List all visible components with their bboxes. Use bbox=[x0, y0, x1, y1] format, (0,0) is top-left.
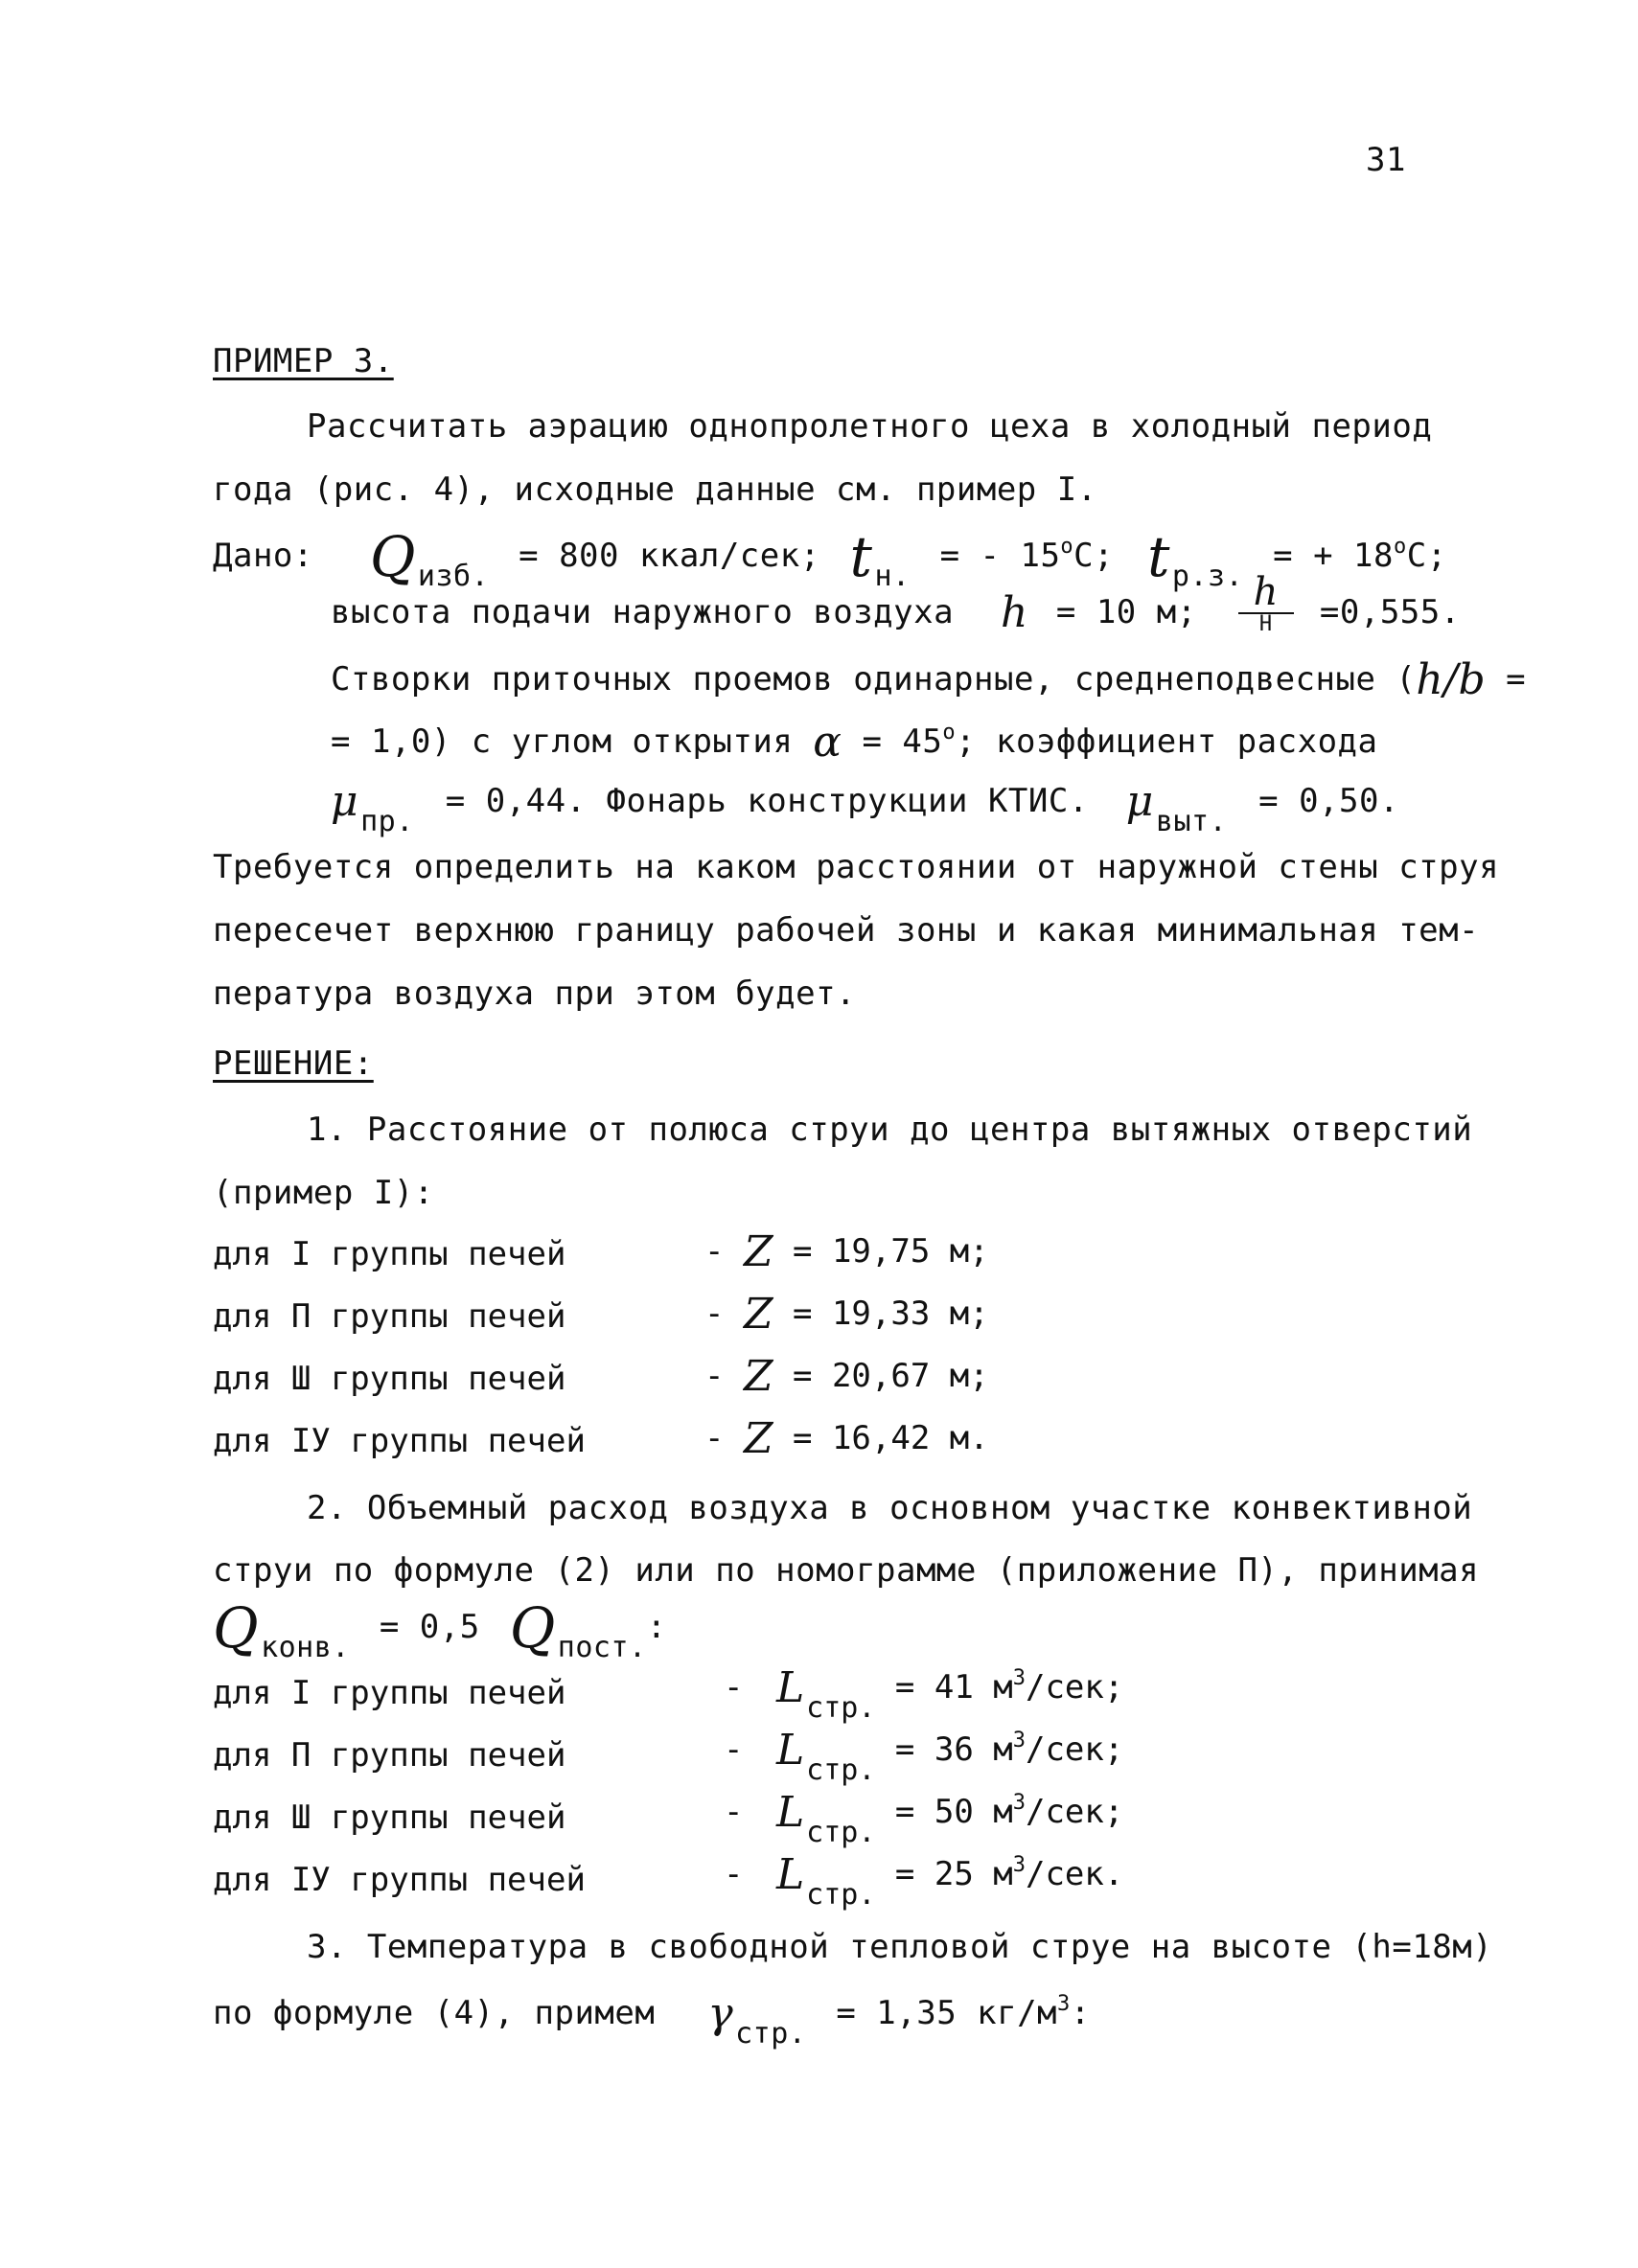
sash-text: Створки приточных проемов одинарные, среднеподвесные ( bbox=[331, 660, 1417, 699]
step1-row bbox=[213, 1235, 566, 1273]
cube-sup: 3 bbox=[1012, 1791, 1026, 1815]
step1-line-1: 1. Расстояние от полюса струи до центра вытяжных отверстий bbox=[307, 1111, 1473, 1149]
gamma-value: = 1,35 кг/м bbox=[836, 1994, 1058, 2032]
step3-line-1: 3. Температура в свободной тепловой струе на высоте (h=18м) bbox=[307, 1928, 1493, 1966]
mu-pr-subscript: пр. bbox=[360, 805, 414, 838]
sash-equals: = bbox=[1486, 660, 1527, 699]
cube-sup: 3 bbox=[1057, 1992, 1071, 2016]
fraction-value: =0,555. bbox=[1319, 593, 1461, 631]
row-unit: /сек; bbox=[1025, 1730, 1124, 1769]
sash-line-2b: = 45 bbox=[842, 722, 943, 761]
row-label: для Ш группы печей bbox=[213, 1360, 566, 1398]
tn-unit: С; bbox=[1073, 537, 1115, 575]
trz-unit: С; bbox=[1406, 537, 1447, 575]
q-end: : bbox=[646, 1608, 667, 1646]
q-subscript: изб. bbox=[417, 560, 490, 593]
step1-row-value: - Z = 19,33 м; bbox=[704, 1290, 989, 1339]
degree-sign: о bbox=[1060, 535, 1074, 559]
step1-row bbox=[213, 1297, 566, 1336]
q-konv-line bbox=[213, 1595, 667, 1664]
solution-heading: РЕШЕНИЕ: bbox=[213, 1044, 374, 1083]
row-value: = 19,33 м; bbox=[793, 1294, 989, 1333]
mu-pr-value: = 0,44. Фонарь конструкции КТИС. bbox=[445, 782, 1089, 820]
tn-subscript: н. bbox=[874, 560, 911, 593]
l-subscript: стр. bbox=[806, 1816, 876, 1849]
step1-row-value: - Z = 19,75 м; bbox=[704, 1227, 989, 1276]
l-subscript: стр. bbox=[806, 1691, 876, 1725]
z-symbol: Z bbox=[743, 1352, 773, 1401]
mu-line bbox=[331, 777, 1399, 838]
sash-ratio: h/b bbox=[1416, 655, 1487, 704]
l-subscript: стр. bbox=[806, 1753, 876, 1787]
intro-line-2: года (рис. 4), исходные данные см. пример I. bbox=[213, 470, 1097, 509]
mu-symbol: μ bbox=[331, 777, 359, 826]
l-symbol: L bbox=[775, 1850, 805, 1899]
step3-text: по формуле (4), примем bbox=[213, 1994, 656, 2032]
step2-row-value: - Lстр. = 50 $м^3$/сек; bbox=[724, 1788, 1124, 1849]
cube-sup: 3 bbox=[1012, 1666, 1026, 1690]
task-line-2: пересечет верхнюю границу рабочей зоны и какая минимальная тем- bbox=[213, 911, 1480, 950]
step2-row-value: - Lстр. = 36 $м^3$/сек; bbox=[724, 1726, 1124, 1787]
gamma-subscript: стр. bbox=[735, 2017, 807, 2050]
degree-sign: о bbox=[942, 721, 957, 745]
row-value: = 50 м bbox=[894, 1793, 1013, 1831]
row-label: для I группы печей bbox=[213, 1235, 566, 1273]
l-symbol: L bbox=[775, 1726, 805, 1775]
row-label: для Ш группы печей bbox=[213, 1798, 566, 1837]
h-symbol: h bbox=[1001, 588, 1028, 637]
row-label: для IУ группы печей bbox=[213, 1422, 586, 1460]
row-value: = 36 м bbox=[894, 1730, 1013, 1769]
cube-sup: 3 bbox=[1012, 1729, 1026, 1753]
alpha-symbol: α bbox=[813, 718, 842, 767]
fraction-denominator: Н bbox=[1258, 611, 1273, 636]
step1-row bbox=[213, 1360, 566, 1398]
row-value: = 19,75 м; bbox=[793, 1232, 989, 1271]
task-line-1: Требуется определить на каком расстоянии от наружной стены струя bbox=[213, 848, 1500, 886]
z-symbol: Z bbox=[743, 1290, 773, 1339]
step2-line-1: 2. Объемный расход воздуха в основном участке конвективной bbox=[307, 1489, 1473, 1527]
z-symbol: Z bbox=[743, 1414, 773, 1463]
step3-line-2 bbox=[213, 1989, 1091, 2050]
mu-vyt-subscript: выт. bbox=[1155, 805, 1228, 838]
row-label: для П группы печей bbox=[213, 1736, 566, 1775]
h-value: = 10 м; bbox=[1055, 593, 1197, 631]
sash-line-2c: ; коэффициент расхода bbox=[956, 722, 1378, 761]
degree-sign: о bbox=[1393, 535, 1407, 559]
q-post-subscript: пост. bbox=[557, 1631, 647, 1664]
q-konv-subscript: конв. bbox=[261, 1631, 350, 1664]
step2-row-value: - Lстр. = 25 $м^3$/сек. bbox=[724, 1850, 1124, 1912]
row-value: = 16,42 м. bbox=[793, 1419, 989, 1457]
intro-line-1: Рассчитать аэрацию однопролетного цеха в холодный период bbox=[307, 407, 1433, 446]
row-label: для П группы печей bbox=[213, 1297, 566, 1336]
q-value: = 800 ккал/сек; bbox=[519, 537, 820, 575]
trz-value: = + 18 bbox=[1273, 537, 1394, 575]
tn-symbol: t bbox=[849, 524, 873, 589]
given-label: Дано: bbox=[213, 537, 313, 575]
row-unit: /сек; bbox=[1025, 1668, 1124, 1707]
step2-row bbox=[213, 1674, 566, 1712]
row-value: = 20,67 м; bbox=[793, 1357, 989, 1395]
q-mid: = 0,5 bbox=[379, 1608, 480, 1646]
row-label: для I группы печей bbox=[213, 1674, 566, 1712]
gamma-end: : bbox=[1070, 1994, 1091, 2032]
row-value: = 41 м bbox=[894, 1668, 1013, 1707]
l-symbol: L bbox=[775, 1788, 805, 1837]
fraction-numerator: h bbox=[1238, 572, 1294, 614]
sash-line-2a: = 1,0) с углом открытия bbox=[331, 722, 814, 761]
step2-row bbox=[213, 1798, 566, 1837]
row-unit: /сек. bbox=[1025, 1855, 1124, 1893]
l-subscript: стр. bbox=[806, 1878, 876, 1912]
cube-sup: 3 bbox=[1012, 1853, 1026, 1877]
step2-line-2: струи по формуле (2) или по номограмме (приложение П), принимая bbox=[213, 1551, 1480, 1590]
sash-line-2 bbox=[331, 718, 1378, 767]
step2-row bbox=[213, 1861, 586, 1899]
step1-row-value: - Z = 16,42 м. bbox=[704, 1414, 989, 1463]
h-over-H-fraction bbox=[1238, 569, 1294, 636]
height-text: высота подачи наружного воздуха bbox=[331, 593, 955, 631]
step1-line-2: (пример I): bbox=[213, 1174, 434, 1212]
row-label: для IУ группы печей bbox=[213, 1861, 586, 1899]
step2-row-value: - Lстр. = 41 $м^3$/сек; bbox=[724, 1663, 1124, 1725]
step1-row-value: - Z = 20,67 м; bbox=[704, 1352, 989, 1401]
q-symbol: Q bbox=[369, 524, 416, 589]
task-line-3: пература воздуха при этом будет. bbox=[213, 974, 857, 1013]
step2-row bbox=[213, 1736, 566, 1775]
step1-row bbox=[213, 1422, 586, 1460]
z-symbol: Z bbox=[743, 1227, 773, 1276]
row-value: = 25 м bbox=[894, 1855, 1013, 1893]
row-unit: /сек; bbox=[1025, 1793, 1124, 1831]
trz-symbol: t bbox=[1147, 524, 1170, 589]
example-heading: ПРИМЕР 3. bbox=[213, 342, 394, 380]
q-symbol: Q bbox=[213, 1595, 260, 1661]
tn-value: = - 15 bbox=[939, 537, 1061, 575]
page-number: 31 bbox=[1366, 141, 1406, 179]
mu-symbol: μ bbox=[1125, 777, 1154, 826]
l-symbol: L bbox=[775, 1663, 805, 1712]
q-symbol: Q bbox=[509, 1595, 556, 1661]
mu-vyt-value: = 0,50. bbox=[1258, 782, 1399, 820]
trz-subscript: р.з. bbox=[1171, 560, 1244, 593]
sash-line-1 bbox=[331, 655, 1527, 704]
gamma-symbol: γ bbox=[707, 1989, 734, 2038]
